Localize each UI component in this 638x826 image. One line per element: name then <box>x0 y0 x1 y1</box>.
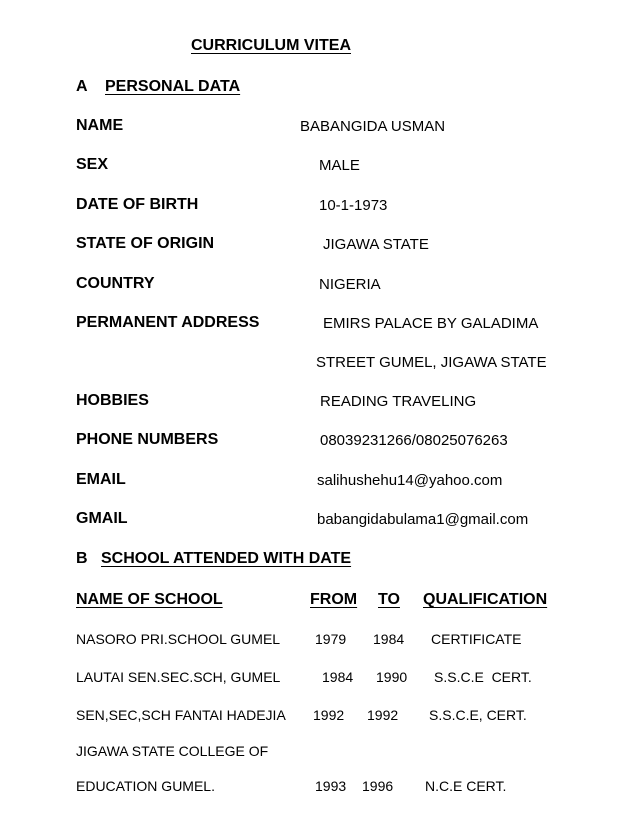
field-label-hobbies: HOBBIES <box>76 392 149 409</box>
field-value-country: NIGERIA <box>319 276 381 293</box>
field-value-sex: MALE <box>319 157 360 174</box>
field-label-date-of-birth: DATE OF BIRTH <box>76 196 199 213</box>
table-row-to: 1990 <box>376 669 408 685</box>
field-value-name: BABANGIDA USMAN <box>300 118 446 135</box>
field-value-phone-numbers: 08039231266/08025076263 <box>320 432 508 449</box>
table-row-qualification: S.S.C.E, CERT. <box>429 707 527 723</box>
field-value-hobbies: READING TRAVELING <box>320 393 477 410</box>
field-value-permanent-address-line2: STREET GUMEL, JIGAWA STATE <box>316 354 547 371</box>
table-row-from: 1992 <box>313 707 345 723</box>
field-label-phone-numbers: PHONE NUMBERS <box>76 431 219 448</box>
document-title: CURRICULUM VITEA <box>191 37 351 54</box>
section-a-letter: A <box>76 78 88 95</box>
section-b-heading: SCHOOL ATTENDED WITH DATE <box>101 550 352 567</box>
section-a-heading: PERSONAL DATA <box>105 78 241 95</box>
table-row-school: LAUTAI SEN.SEC.SCH, GUMEL <box>76 669 281 685</box>
table-row-to: 1996 <box>362 778 394 794</box>
column-header-school: NAME OF SCHOOL <box>76 591 223 608</box>
column-header-from: FROM <box>310 591 358 608</box>
field-value-state-of-origin: JIGAWA STATE <box>323 236 429 253</box>
table-row-school: NASORO PRI.SCHOOL GUMEL <box>76 631 281 647</box>
table-row-from: 1984 <box>322 669 354 685</box>
section-b-letter: B <box>76 550 88 567</box>
table-row-to: 1984 <box>373 631 405 647</box>
table-row-school: SEN,SEC,SCH FANTAI HADEJIA <box>76 707 286 723</box>
field-value-permanent-address: EMIRS PALACE BY GALADIMA <box>323 315 539 332</box>
table-row-qualification: CERTIFICATE <box>431 631 522 647</box>
field-label-state-of-origin: STATE OF ORIGIN <box>76 235 215 252</box>
table-row-to: 1992 <box>367 707 399 723</box>
field-label-permanent-address: PERMANENT ADDRESS <box>76 314 260 331</box>
table-row-school: JIGAWA STATE COLLEGE OF <box>76 743 269 759</box>
field-label-country: COUNTRY <box>76 275 155 292</box>
field-label-email: EMAIL <box>76 471 126 488</box>
field-label-sex: SEX <box>76 156 109 173</box>
table-row-qualification: N.C.E CERT. <box>425 778 507 794</box>
field-value-gmail: babangidabulama1@gmail.com <box>317 511 529 528</box>
field-label-gmail: GMAIL <box>76 510 128 527</box>
column-header-qualification: QUALIFICATION <box>423 591 548 608</box>
field-value-date-of-birth: 10-1-1973 <box>319 197 388 214</box>
table-row-from: 1979 <box>315 631 347 647</box>
field-label-name: NAME <box>76 117 124 134</box>
column-header-to: TO <box>378 591 400 608</box>
field-value-email: salihushehu14@yahoo.com <box>317 472 503 489</box>
table-row-qualification: S.S.C.E CERT. <box>434 669 532 685</box>
table-row-school-line2: EDUCATION GUMEL. <box>76 778 215 794</box>
table-row-from: 1993 <box>315 778 347 794</box>
